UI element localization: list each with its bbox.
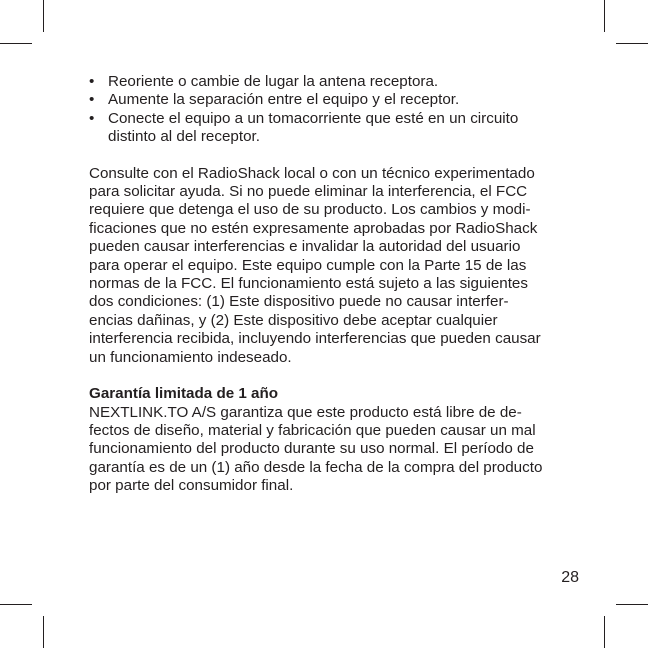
- text-line: requiere que detenga el uso de su producto. Los cambios y modi-: [89, 201, 531, 219]
- list-item: [89, 110, 569, 147]
- bullet-list: [89, 73, 569, 147]
- text-line: garantía es de un (1) año desde la fecha de la compra del producto: [89, 458, 543, 476]
- bullet-marker: •: [89, 91, 95, 109]
- text-line: fectos de diseño, material y fabricación que pueden causar un mal: [89, 421, 536, 439]
- crop-mark-top-right-horizontal: [616, 43, 648, 44]
- crop-mark-bottom-left-vertical: [43, 616, 44, 648]
- crop-mark-bottom-left-horizontal: [0, 604, 32, 605]
- list-item-text: Conecte el equipo a un tomacorriente que esté en un circuito distinto al del receptor.: [108, 109, 519, 146]
- list-item: [89, 91, 569, 109]
- crop-mark-bottom-right-horizontal: [616, 604, 648, 605]
- fcc-paragraph: [89, 165, 569, 367]
- text-line: normas de la FCC. El funcionamiento está sujeto a las siguientes: [89, 275, 528, 293]
- crop-mark-bottom-right-vertical: [604, 616, 605, 648]
- list-item: [89, 73, 569, 91]
- crop-mark-top-right-vertical: [604, 0, 605, 32]
- list-item-text: Reoriente o cambie de lugar la antena receptora.: [108, 73, 439, 90]
- bullet-marker: •: [89, 73, 95, 90]
- warranty-heading: Garantía limitada de 1 año: [89, 385, 279, 403]
- text-line: Consulte con el RadioShack local o con un técnico experimentado: [89, 164, 535, 182]
- crop-mark-top-left-horizontal: [0, 43, 32, 44]
- text-line: por parte del consumidor final.: [89, 477, 294, 495]
- list-item-text: Aumente la separación entre el equipo y el receptor.: [108, 91, 460, 109]
- crop-mark-top-left-vertical: [43, 0, 44, 32]
- text-line: encias dañinas, y (2) Este dispositivo debe aceptar cualquier: [89, 311, 498, 329]
- warranty-section: [89, 385, 569, 495]
- text-line: un funcionamiento indeseado.: [89, 348, 292, 366]
- text-line: dos condiciones: (1) Este dispositivo puede no causar interfer-: [89, 293, 509, 311]
- page-number: 28: [561, 569, 579, 586]
- text-line: interferencia recibida, incluyendo interferencias que pueden causar: [89, 330, 541, 348]
- text-line: para solicitar ayuda. Si no puede eliminar la interferencia, el FCC: [89, 183, 528, 201]
- text-line: ficaciones que no estén expresamente aprobadas por RadioShack: [89, 219, 538, 237]
- text-line: pueden causar interferencias e invalidar la autoridad del usuario: [89, 238, 521, 256]
- text-line: para operar el equipo. Este equipo cumple con la Parte 15 de las: [89, 256, 527, 274]
- text-line: NEXTLINK.TO A/S garantiza que este producto está libre de de-: [89, 403, 522, 421]
- text-line: funcionamiento del producto durante su uso normal. El período de: [89, 440, 534, 458]
- warranty-paragraph: [89, 404, 569, 496]
- page-content: [89, 73, 569, 496]
- bullet-marker: •: [89, 109, 95, 127]
